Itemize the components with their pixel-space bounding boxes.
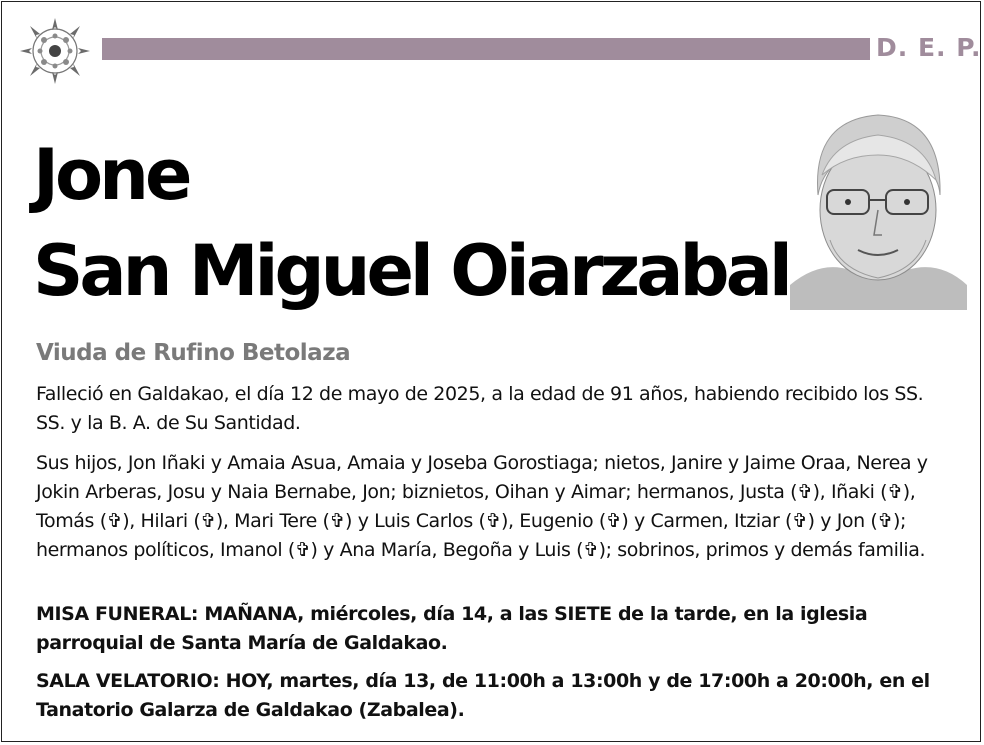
deceased-surnames: San Miguel Oiarzabal <box>33 230 789 312</box>
header-rule <box>102 38 870 60</box>
wreath-icon <box>14 12 96 90</box>
funeral-mass-paragraph: MISA FUNERAL: MAÑANA, miércoles, día 14, a las SIETE de la tarde, en la iglesia parroquial de Santa María de Galdakao. <box>36 603 868 654</box>
widow-line: Viuda de Rufino Betolaza <box>36 340 351 366</box>
portrait-photo <box>790 100 967 310</box>
wake-room-paragraph: SALA VELATORIO: HOY, martes, día 13, de 11:00h a 13:00h y de 17:00h a 20:00h, en el Tanatorio Galarza de Galdakao (Zabalea). <box>36 670 930 721</box>
dep-abbreviation: D. E. P. <box>876 33 982 62</box>
family-paragraph: Sus hijos, Jon Iñaki y Amaia Asua, Amaia y Joseba Gorostiaga; nietos, Janire y Jaime Oraa, Nerea y Jokin Arberas, Josu y Naia Bernabe, Jon; biznietos, Oihan y Aimar; hermanos, Justa (✞), Iñaki (✞), Tomás (✞), Hilari (✞), Mari Tere (✞) y Luis Carlos (✞), Eugenio (✞) y Carmen, Itziar (✞) y Jon (✞); hermanos políticos, Imanol (✞) y Ana María, Begoña y Luis (✞); sobrinos, primos y demás familia. <box>36 452 928 561</box>
death-notice-paragraph: Falleció en Galdakao, el día 12 de mayo de 2025, a la edad de 91 años, habiendo recibido los SS. SS. y la B. A. de Su Santidad. <box>36 383 924 434</box>
deceased-first-name: Jone <box>33 134 189 216</box>
